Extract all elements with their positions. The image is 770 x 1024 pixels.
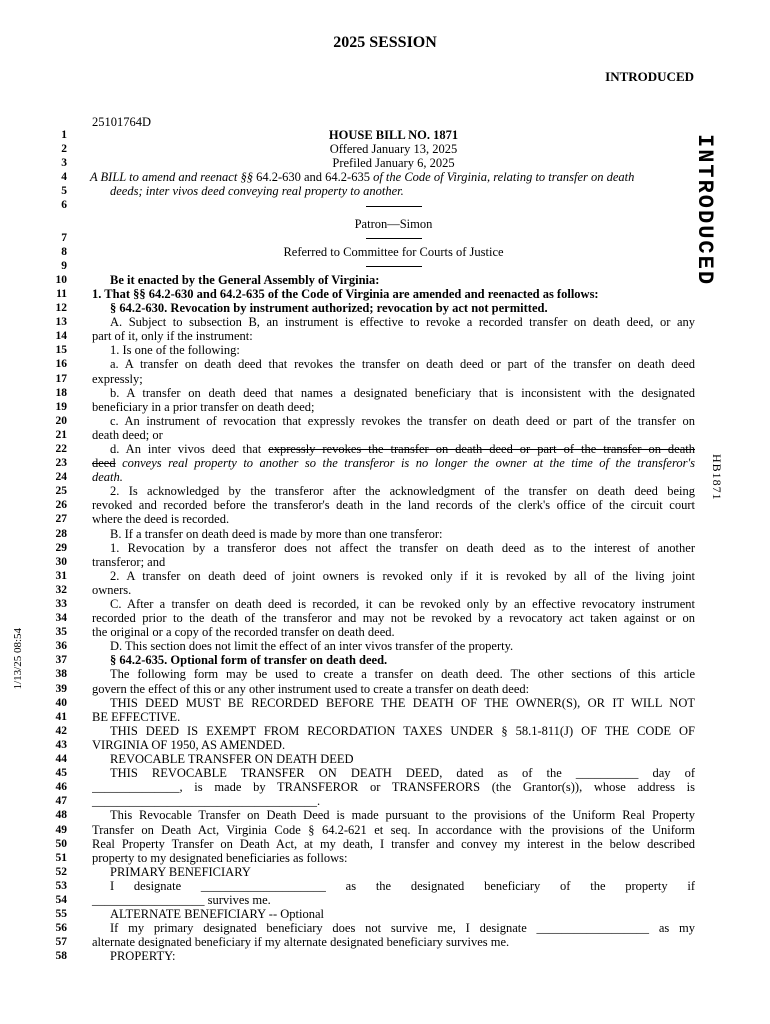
bill-title-cont: deeds; inter vivos deed conveying real property to another. xyxy=(110,184,404,199)
body-text: beneficiary in a prior transfer on death deed; xyxy=(92,399,315,414)
line xyxy=(40,667,700,681)
body-text: expressly; xyxy=(92,371,143,386)
line xyxy=(40,710,700,724)
line-number: 47 xyxy=(55,795,67,808)
line-number: 52 xyxy=(55,865,67,878)
line-number: 3 xyxy=(61,157,67,170)
body-text: d. An inter vivos deed that xyxy=(110,441,269,456)
line-number: 5 xyxy=(61,185,67,198)
struck-text: expressly revokes the transfer on death deed or part of the transfer on death xyxy=(268,441,695,456)
line xyxy=(40,372,700,386)
title-part: of the Code of Virginia, relating to transfer on death xyxy=(369,170,635,185)
line-number: 43 xyxy=(55,738,67,751)
line-number: 2 xyxy=(61,143,67,156)
body-text: Transfer on Death Act, Virginia Code § 64.2-621 et seq. In accordance with the provisions of the Uniform xyxy=(92,822,695,837)
offered-date: Offered January 13, 2025 xyxy=(329,142,458,157)
body-text: alternate designated beneficiary if my alternate designated beneficiary survives me. xyxy=(92,935,510,950)
line-number: 27 xyxy=(55,513,67,526)
line-number: 46 xyxy=(55,781,67,794)
line xyxy=(40,541,700,555)
line-number: 10 xyxy=(55,273,67,286)
line xyxy=(40,837,700,851)
body-text: A. Subject to subsection B, an instrument is effective to revoke a recorded transfer on death deed, or any xyxy=(110,315,695,330)
line-number: 45 xyxy=(55,767,67,780)
line xyxy=(40,245,700,259)
line xyxy=(40,456,700,470)
line xyxy=(40,569,700,583)
line xyxy=(40,682,700,696)
body-text: THIS DEED IS EXEMPT FROM RECORDATION TAXES UNDER § 58.1-811(J) OF THE CODE OF xyxy=(110,723,695,738)
line-number: 17 xyxy=(55,372,67,385)
amend-clause: 1. That §§ 64.2-630 and 64.2-635 of the Code of Virginia are amended and reenacted as follows: xyxy=(92,286,599,301)
line xyxy=(40,653,700,667)
prefiled-date: Prefiled January 6, 2025 xyxy=(332,156,455,171)
line xyxy=(40,386,700,400)
line-number: 13 xyxy=(55,316,67,329)
line xyxy=(40,738,700,752)
body-text: the original or a copy of the recorded transfer on death deed. xyxy=(92,625,395,640)
line xyxy=(40,357,700,371)
line xyxy=(40,696,700,710)
line-number: 23 xyxy=(55,457,67,470)
line xyxy=(40,935,700,949)
line xyxy=(40,823,700,837)
line xyxy=(40,231,700,245)
body-text: ______________, is made by TRANSFEROR or TRANSFERORS (the Grantor(s)), whose address is xyxy=(92,780,695,795)
section-heading: § 64.2-635. Optional form of transfer on death deed. xyxy=(110,653,388,668)
body-text: a. A transfer on death deed that revokes the transfer on death deed or part of the transfer on death deed xyxy=(110,357,695,372)
introduced-side-stamp: INTRODUCED xyxy=(692,134,717,287)
line-number: 30 xyxy=(55,555,67,568)
body-text: I designate ____________________ as the designated beneficiary of the property if xyxy=(110,878,695,893)
line xyxy=(40,865,700,879)
line-number: 33 xyxy=(55,598,67,610)
line xyxy=(40,184,700,198)
side-date-stamp: 1/13/25 08:54 xyxy=(12,628,24,690)
bill-text xyxy=(40,128,700,963)
line-number: 42 xyxy=(55,724,67,737)
body-text: PROPERTY: xyxy=(110,949,176,964)
line-number: 28 xyxy=(55,527,67,540)
line xyxy=(40,949,700,963)
committee-referral: Referred to Committee for Courts of Justice xyxy=(283,244,504,259)
line-number: 15 xyxy=(55,344,67,357)
status-label: INTRODUCED xyxy=(605,69,694,84)
line-number: 54 xyxy=(55,893,67,906)
line xyxy=(40,170,700,184)
line-number: 44 xyxy=(55,753,67,766)
body-text: b. A transfer on death deed that names a designated beneficiary that is inconsistent with the designated xyxy=(110,385,695,400)
bill-title xyxy=(90,170,693,184)
line xyxy=(40,893,700,907)
line-number: 55 xyxy=(55,908,67,921)
line-number: 57 xyxy=(55,936,67,949)
line-number: 36 xyxy=(55,640,67,653)
line xyxy=(40,752,700,766)
line xyxy=(40,213,700,231)
line xyxy=(40,198,700,212)
line-number: 8 xyxy=(61,245,67,258)
line xyxy=(40,128,700,142)
line-number: 18 xyxy=(55,386,67,399)
line-number: 4 xyxy=(61,171,67,184)
body-text: c. An instrument of revocation that expressly revokes the transfer on death deed or part of the transfer on xyxy=(110,413,695,428)
line xyxy=(40,273,700,287)
line xyxy=(40,583,700,597)
line xyxy=(40,611,700,625)
line-number: 21 xyxy=(55,428,67,441)
body-text: property to my designated beneficiaries as follows: xyxy=(92,850,348,865)
line xyxy=(40,808,700,822)
line xyxy=(40,442,700,456)
line-number: 29 xyxy=(55,541,67,554)
line xyxy=(40,794,700,808)
line-number: 12 xyxy=(55,302,67,315)
body-text: ALTERNATE BENEFICIARY -- Optional xyxy=(110,907,324,922)
body-text: 2. A transfer on death deed of joint owners is revoked only if it is revoked by all of the living joint xyxy=(110,568,695,583)
body-text: part of it, only if the instrument: xyxy=(92,329,253,344)
line xyxy=(40,625,700,639)
line-number: 7 xyxy=(61,231,67,244)
line-number: 32 xyxy=(55,583,67,596)
line xyxy=(40,315,700,329)
body-text xyxy=(92,456,695,470)
line xyxy=(40,287,700,301)
body-text: The following form may be used to create a transfer on death deed. The other sections of this article xyxy=(110,667,695,682)
body-text: owners. xyxy=(92,582,132,597)
body-text: D. This section does not limit the effect of an inter vivos transfer of the property. xyxy=(110,639,514,654)
body-text: where the deed is recorded. xyxy=(92,512,230,527)
body-text: If my primary designated beneficiary does not survive me, I designate __________________ as my xyxy=(110,921,695,936)
body-text: BE EFFECTIVE. xyxy=(92,709,181,724)
line-number: 11 xyxy=(56,287,67,300)
body-text: 2. Is acknowledged by the transferor after the acknowledgment of the transfer on death deed being xyxy=(110,484,695,499)
line xyxy=(40,142,700,156)
divider xyxy=(92,198,695,212)
line xyxy=(40,156,700,170)
struck-text: deed xyxy=(92,456,116,471)
inserted-text: conveys real property to another so the transferor is no longer the owner at the time of the transferor's xyxy=(115,456,695,471)
line xyxy=(40,780,700,794)
line xyxy=(40,879,700,893)
bill-side-id: HB1871 xyxy=(710,454,724,501)
line-number: 53 xyxy=(55,879,67,892)
line-number: 25 xyxy=(55,485,67,498)
line xyxy=(40,400,700,414)
body-text: govern the effect of this or any other instrument used to create a transfer on death deed: xyxy=(92,681,530,696)
body-text: ____________________________________. xyxy=(92,794,321,809)
line xyxy=(40,907,700,921)
body-text: This Revocable Transfer on Death Deed is made pursuant to the provisions of the Uniform Real Property xyxy=(110,808,695,823)
line-number: 51 xyxy=(55,851,67,864)
document-id: 25101764D xyxy=(92,115,152,129)
line xyxy=(40,527,700,541)
line xyxy=(40,724,700,738)
line xyxy=(40,851,700,865)
body-text: PRIMARY BENEFICIARY xyxy=(110,864,251,879)
title-sections: 64.2-630 and 64.2-635 xyxy=(256,170,370,185)
body-text: THIS REVOCABLE TRANSFER ON DEATH DEED, dated as of the __________ day of xyxy=(110,766,695,781)
enacting-clause: Be it enacted by the General Assembly of Virginia: xyxy=(110,272,380,287)
body-text: recorded prior to the death of the transferor and may not be revoked by a revocatory act taken against or on xyxy=(92,611,695,626)
line-number: 37 xyxy=(55,654,67,667)
body-text: transferor; and xyxy=(92,554,166,569)
line-number: 22 xyxy=(55,442,67,455)
divider xyxy=(92,231,695,245)
line xyxy=(40,428,700,442)
patron: Patron—Simon xyxy=(354,216,433,231)
inserted-text: death. xyxy=(92,470,123,485)
line-number: 39 xyxy=(55,682,67,695)
line-number: 48 xyxy=(55,809,67,822)
line-number: 20 xyxy=(55,414,67,427)
line xyxy=(40,498,700,512)
line-number: 50 xyxy=(55,837,67,850)
line xyxy=(40,329,700,343)
session-heading: 2025 SESSION xyxy=(333,34,437,51)
body-text: death deed; or xyxy=(92,427,163,442)
section-heading: § 64.2-630. Revocation by instrument authorized; revocation by act not permitted. xyxy=(110,301,548,316)
line-number: 41 xyxy=(55,710,67,723)
line-number: 16 xyxy=(55,358,67,371)
line-number: 56 xyxy=(55,922,67,935)
line xyxy=(40,766,700,780)
body-text: 1. Revocation by a transferor does not affect the transfer on death deed as to the interest of another xyxy=(110,540,695,555)
line-number: 26 xyxy=(55,499,67,512)
line-number: 49 xyxy=(55,823,67,836)
body-text: B. If a transfer on death deed is made by more than one transferor: xyxy=(110,526,443,541)
body-text: THIS DEED MUST BE RECORDED BEFORE THE DEATH OF THE OWNER(S), OR IT WILL NOT xyxy=(110,695,695,710)
line xyxy=(40,343,700,357)
line xyxy=(40,470,700,484)
line-number: 6 xyxy=(61,199,67,212)
line-number: 34 xyxy=(55,612,67,625)
line xyxy=(40,484,700,498)
line-number: 38 xyxy=(55,668,67,681)
line xyxy=(40,555,700,569)
body-text: __________________ survives me. xyxy=(92,892,271,907)
body-text: Real Property Transfer on Death Act, at my death, I transfer and convey my interest in the below described xyxy=(92,836,695,851)
body-text xyxy=(92,442,695,456)
line xyxy=(40,259,700,273)
line xyxy=(40,414,700,428)
line-number: 31 xyxy=(55,569,67,582)
line xyxy=(40,597,700,611)
line xyxy=(40,639,700,653)
line xyxy=(40,512,700,526)
line-number: 19 xyxy=(55,400,67,413)
body-text: C. After a transfer on death deed is recorded, it can be revoked only by an effective revocatory instrument xyxy=(110,597,695,611)
line xyxy=(40,301,700,315)
line-number: 35 xyxy=(55,626,67,639)
body-text: REVOCABLE TRANSFER ON DEATH DEED xyxy=(110,752,354,767)
title-part: A BILL to amend and reenact §§ xyxy=(90,170,257,185)
body-text: revoked and recorded before the transferor's death in the land records of the clerk's office of the circuit court xyxy=(92,498,695,513)
line-number: 1 xyxy=(61,129,67,141)
line-number: 24 xyxy=(55,471,67,484)
line-number: 9 xyxy=(61,259,67,272)
body-text: VIRGINIA OF 1950, AS AMENDED. xyxy=(92,737,286,752)
line-number: 40 xyxy=(55,696,67,709)
line xyxy=(40,921,700,935)
line-number: 58 xyxy=(55,950,67,963)
bill-number: HOUSE BILL NO. 1871 xyxy=(328,128,459,142)
line-number: 14 xyxy=(55,330,67,343)
body-text: 1. Is one of the following: xyxy=(110,343,240,358)
divider xyxy=(92,259,695,273)
